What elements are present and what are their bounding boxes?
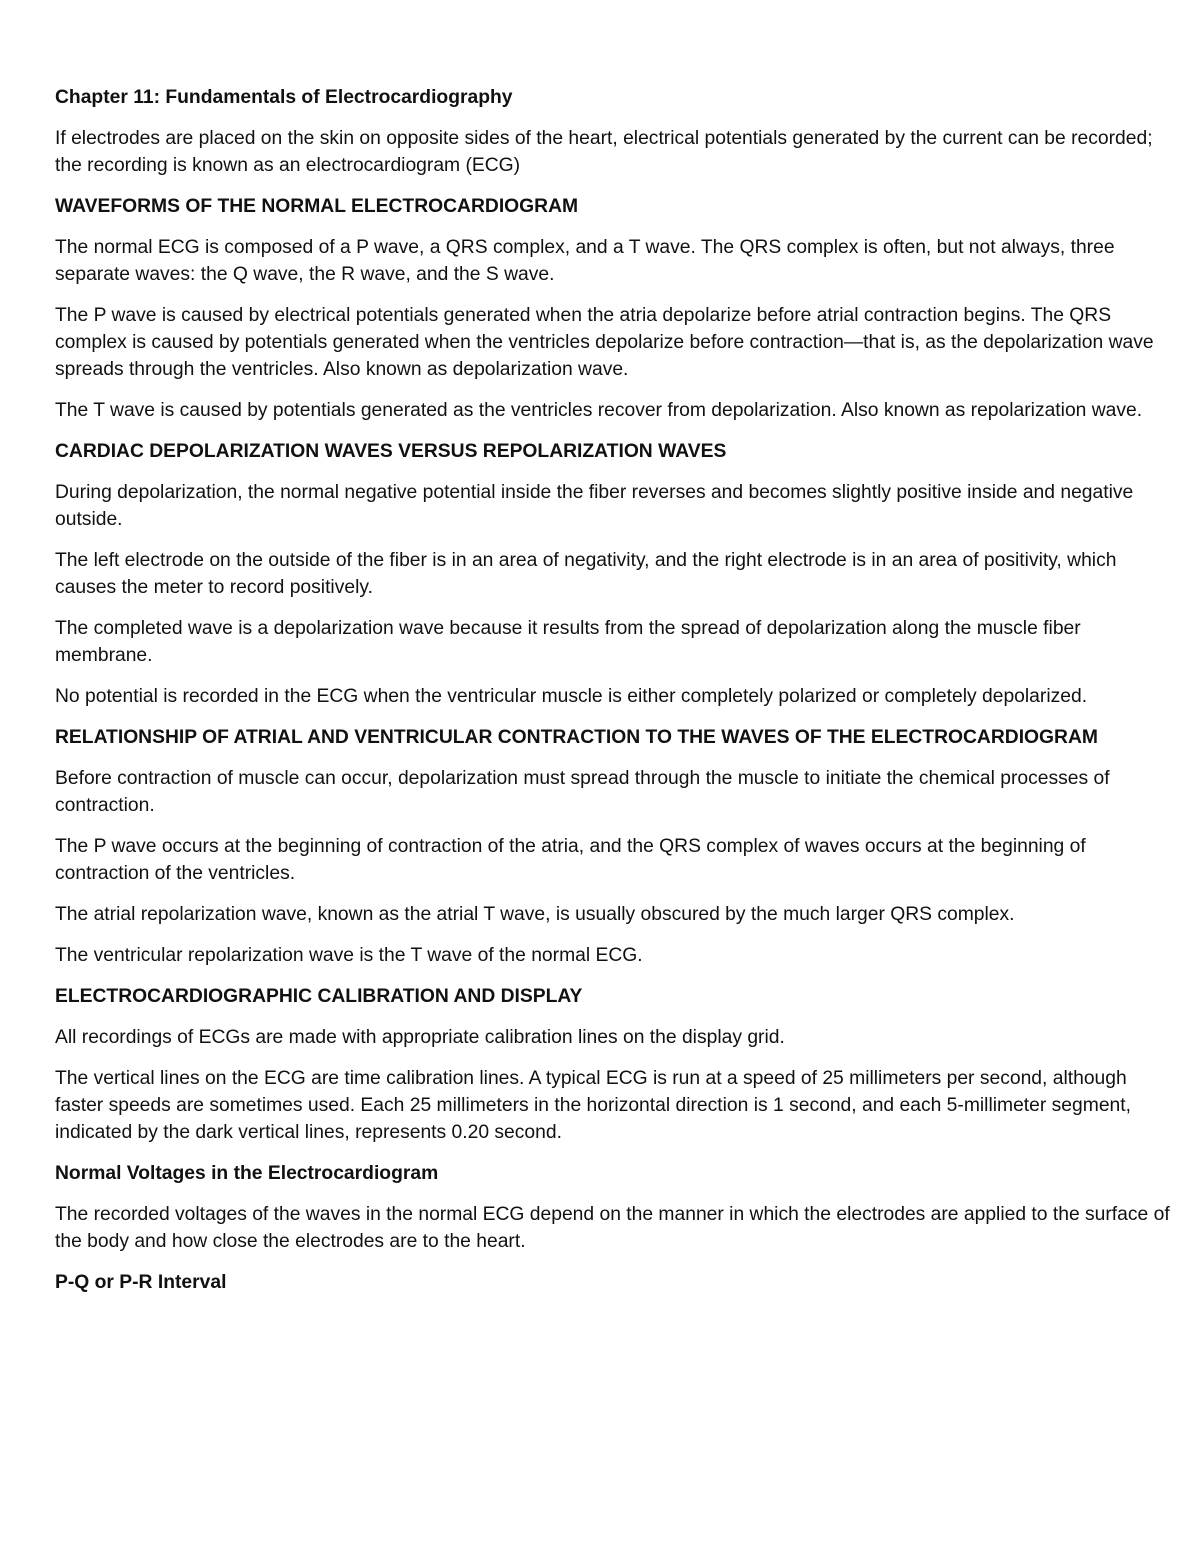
paragraph: The atrial repolarization wave, known as the atrial T wave, is usually obscured by the much larger QRS complex.: [55, 904, 1015, 925]
subsection-heading: Normal Voltages in the Electrocardiogram: [55, 1163, 439, 1184]
chapter-title: Chapter 11: Fundamentals of Electrocardiography: [55, 87, 513, 108]
paragraph: The P wave is caused by electrical potentials generated when the atria depolarize before atrial contraction begins. The QRS complex is caused by potentials generated when the ventricles depolarize before contraction—that is, as the depolarization wave spreads through the ventricles. Also known as depolarization wave.: [55, 305, 1154, 380]
paragraph: During depolarization, the normal negative potential inside the fiber reverses and becomes slightly positive inside and negative outside.: [55, 482, 1134, 530]
paragraph: The P wave occurs at the beginning of contraction of the atria, and the QRS complex of waves occurs at the beginning of contraction of the ventricles.: [55, 836, 1086, 884]
section-heading: CARDIAC DEPOLARIZATION WAVES VERSUS REPOLARIZATION WAVES: [55, 441, 727, 462]
paragraph: The T wave is caused by potentials generated as the ventricles recover from depolarization. Also known as repolarization wave.: [55, 400, 1143, 421]
paragraph: If electrodes are placed on the skin on opposite sides of the heart, electrical potentials generated by the current can be recorded; the recording is known as an electrocardiogram (ECG): [55, 128, 1153, 176]
section-heading: WAVEFORMS OF THE NORMAL ELECTROCARDIOGRAM: [55, 196, 579, 217]
paragraph: All recordings of ECGs are made with appropriate calibration lines on the display grid.: [55, 1027, 785, 1048]
section-heading: RELATIONSHIP OF ATRIAL AND VENTRICULAR CONTRACTION TO THE WAVES OF THE ELECTROCARDIOGRAM: [55, 727, 1098, 748]
paragraph: The ventricular repolarization wave is the T wave of the normal ECG.: [55, 945, 643, 966]
paragraph: The vertical lines on the ECG are time calibration lines. A typical ECG is run at a speed of 25 millimeters per second, although faster speeds are sometimes used. Each 25 millimeters in the horizontal direction is 1 second, and each 5-millimeter segment, indicated by the dark vertical lines, represents 0.20 second.: [55, 1068, 1131, 1143]
paragraph: No potential is recorded in the ECG when the ventricular muscle is either completely polarized or completely depolarized.: [55, 686, 1088, 707]
paragraph: The recorded voltages of the waves in the normal ECG depend on the manner in which the electrodes are applied to the surface of the body and how close the electrodes are to the heart.: [55, 1204, 1170, 1252]
subsection-heading: P-Q or P-R Interval: [55, 1272, 227, 1293]
document-page: [55, 84, 1170, 1310]
paragraph: The normal ECG is composed of a P wave, a QRS complex, and a T wave. The QRS complex is often, but not always, three separate waves: the Q wave, the R wave, and the S wave.: [55, 237, 1115, 285]
section-heading: ELECTROCARDIOGRAPHIC CALIBRATION AND DISPLAY: [55, 986, 583, 1007]
paragraph: Before contraction of muscle can occur, depolarization must spread through the muscle to initiate the chemical processes of contraction.: [55, 768, 1110, 816]
paragraph: The left electrode on the outside of the fiber is in an area of negativity, and the right electrode is in an area of positivity, which causes the meter to record positively.: [55, 550, 1117, 598]
paragraph: The completed wave is a depolarization wave because it results from the spread of depolarization along the muscle fiber membrane.: [55, 618, 1081, 666]
